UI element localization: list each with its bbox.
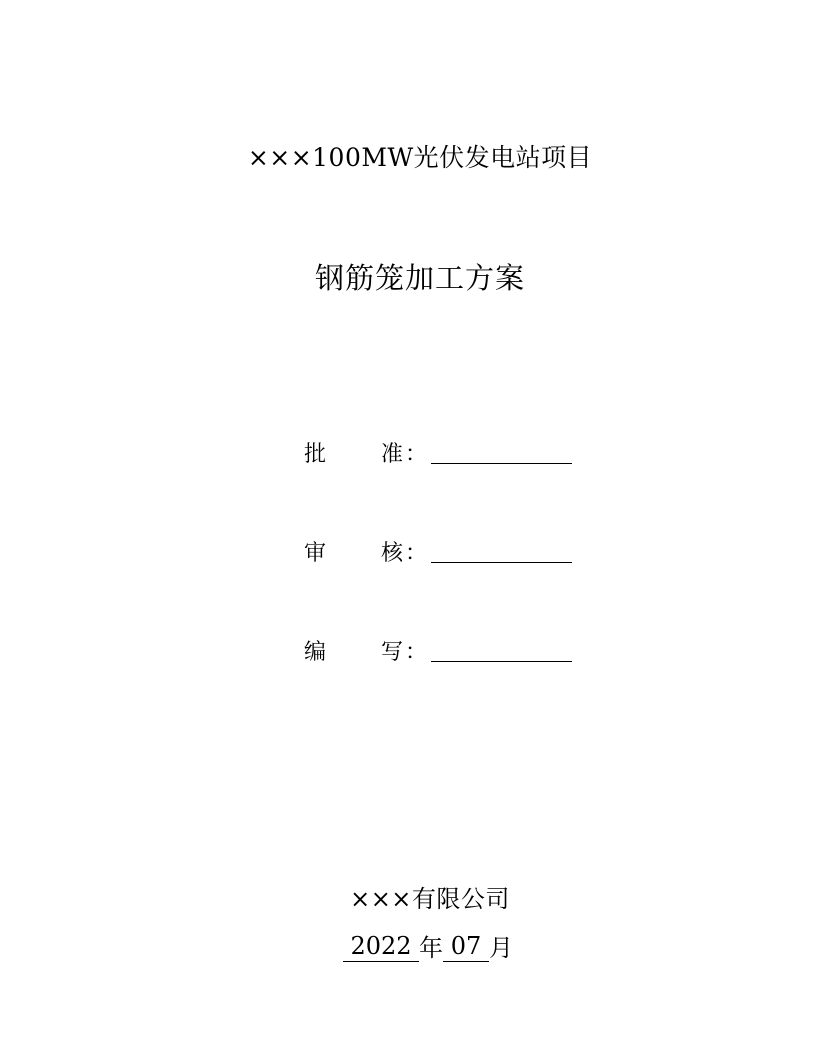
author-row [304,638,584,668]
approval-signature-line [431,463,572,464]
approval-row [304,440,584,470]
review-label-char1: 审 [304,541,327,566]
author-colon: ： [405,640,428,665]
review-signature-line [431,562,572,563]
approval-label-char2: 准 [381,442,404,467]
date-month: 07 [443,931,489,962]
author-label-char1: 编 [304,640,327,665]
review-colon: ： [405,541,428,566]
document-title: 钢筋笼加工方案 [314,261,525,295]
date-year-unit: 年 [419,934,443,962]
date-month-unit: 月 [489,934,513,962]
approval-label-char1: 批 [304,442,327,467]
company-name: ×××有限公司 [350,885,510,913]
date-year: 2022 [343,931,419,962]
author-label-char2: 写 [381,640,404,665]
approval-colon: ： [405,442,428,467]
date-line [343,931,513,965]
author-signature-line [431,661,572,662]
project-title: ×××100MW光伏发电站项目 [247,143,593,172]
review-label-char2: 核 [381,541,404,566]
review-row [304,539,584,569]
